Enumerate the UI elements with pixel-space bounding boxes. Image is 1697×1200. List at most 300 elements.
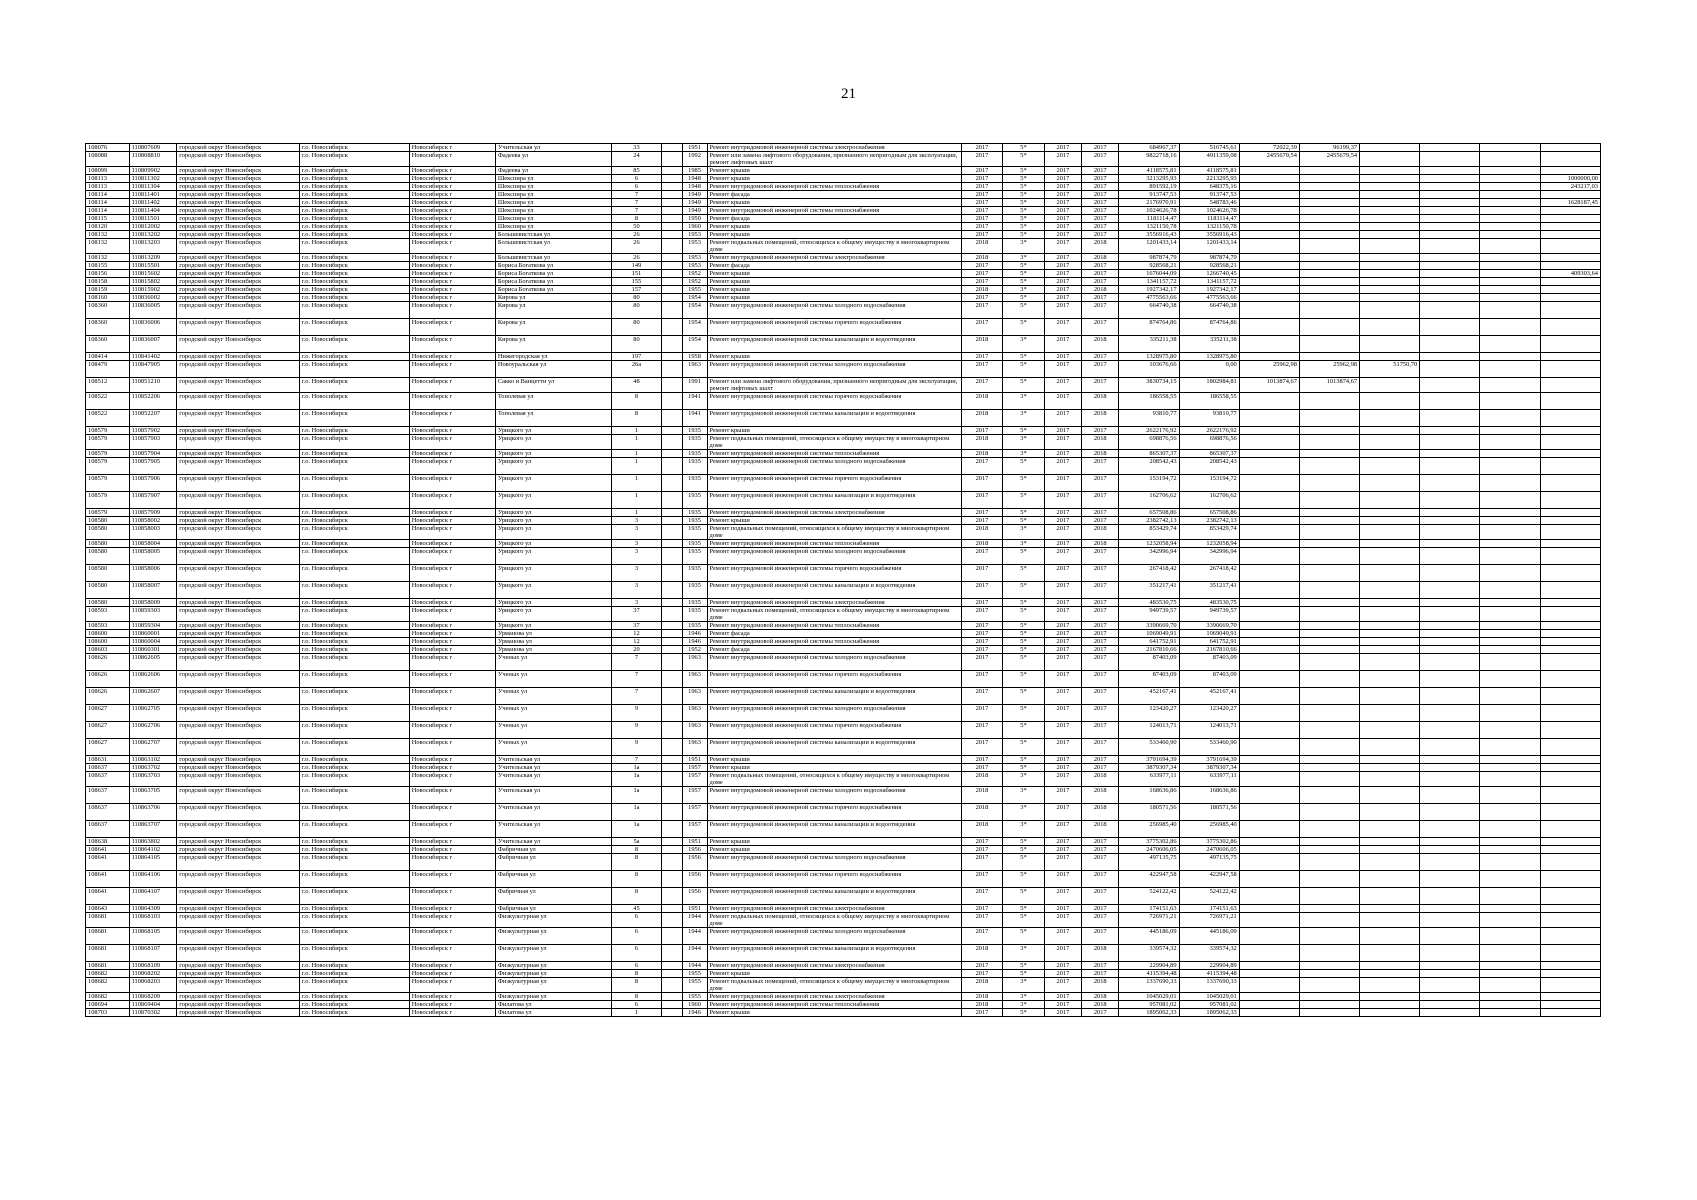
cell-start-year: 2017 bbox=[1044, 599, 1081, 607]
cell-year-built: 1957 bbox=[682, 787, 707, 804]
cell-status: 5* bbox=[1003, 270, 1045, 278]
cell-plan-year: 2017 bbox=[961, 607, 1003, 622]
cell-regional-funds bbox=[1299, 846, 1359, 854]
cell-building bbox=[661, 254, 682, 262]
cell-total-cost: 1328975,80 bbox=[1119, 353, 1179, 361]
cell-settlement: г.о. Новосибирск bbox=[299, 764, 409, 772]
cell-local-funds bbox=[1360, 319, 1420, 336]
cell-end-year: 2017 bbox=[1082, 928, 1119, 945]
cell-total-cost: 2167810,66 bbox=[1119, 646, 1179, 654]
cell-regional-funds bbox=[1299, 622, 1359, 630]
cell-start-year: 2017 bbox=[1044, 361, 1081, 378]
cell-other-1 bbox=[1420, 435, 1480, 450]
cell-fund-cost: 445186,09 bbox=[1179, 928, 1239, 945]
cell-other-1 bbox=[1420, 540, 1480, 548]
cell-owner-funds bbox=[1540, 888, 1600, 905]
cell-street: Кирова ул bbox=[495, 294, 611, 302]
cell-start-year: 2017 bbox=[1044, 772, 1081, 787]
cell-other-2 bbox=[1480, 646, 1540, 654]
cell-street: Шекспира ул bbox=[495, 207, 611, 215]
cell-building bbox=[661, 1009, 682, 1017]
cell-city: Новосибирск г bbox=[409, 970, 495, 978]
cell-end-year: 2017 bbox=[1082, 654, 1119, 671]
cell-work-id: 110862606 bbox=[129, 671, 177, 688]
cell-street: Фабричная ул bbox=[495, 846, 611, 854]
cell-other-2 bbox=[1480, 638, 1540, 646]
cell-house-id: 108627 bbox=[86, 705, 130, 722]
cell-federal-funds bbox=[1239, 905, 1299, 913]
cell-building bbox=[661, 435, 682, 450]
cell-total-cost: 351217,41 bbox=[1119, 582, 1179, 599]
cell-building bbox=[661, 361, 682, 378]
cell-local-funds bbox=[1360, 945, 1420, 962]
cell-other-2 bbox=[1480, 475, 1540, 492]
cell-status: 5* bbox=[1003, 1009, 1045, 1017]
cell-building bbox=[661, 756, 682, 764]
cell-other-2 bbox=[1480, 962, 1540, 970]
cell-other-2 bbox=[1480, 821, 1540, 838]
cell-house-number: 1 bbox=[612, 427, 662, 435]
cell-settlement: г.о. Новосибирск bbox=[299, 254, 409, 262]
cell-city: Новосибирск г bbox=[409, 756, 495, 764]
cell-other-1 bbox=[1420, 739, 1480, 756]
cell-total-cost: 1045029,01 bbox=[1119, 993, 1179, 1001]
cell-house-id: 108579 bbox=[86, 427, 130, 435]
cell-total-cost: 891592,19 bbox=[1119, 183, 1179, 191]
cell-other-1 bbox=[1420, 294, 1480, 302]
cell-street: Ученых ул bbox=[495, 688, 611, 705]
cell-building bbox=[661, 970, 682, 978]
cell-house-id: 108600 bbox=[86, 630, 130, 638]
cell-building bbox=[661, 378, 682, 393]
table-row bbox=[86, 254, 1601, 262]
cell-city: Новосибирск г bbox=[409, 223, 495, 231]
cell-regional-funds bbox=[1299, 239, 1359, 254]
cell-plan-year: 2017 bbox=[961, 353, 1003, 361]
table-row bbox=[86, 646, 1601, 654]
cell-fund-cost: 0,00 bbox=[1179, 361, 1239, 378]
page-number: 21 bbox=[841, 86, 856, 102]
cell-building bbox=[661, 525, 682, 540]
table-row bbox=[86, 450, 1601, 458]
cell-end-year: 2018 bbox=[1082, 286, 1119, 294]
cell-city: Новосибирск г bbox=[409, 302, 495, 319]
cell-house-id: 108703 bbox=[86, 1009, 130, 1017]
cell-street: Урицкого ул bbox=[495, 427, 611, 435]
cell-settlement: г.о. Новосибирск bbox=[299, 286, 409, 294]
cell-building bbox=[661, 336, 682, 353]
cell-street: Ученых ул bbox=[495, 739, 611, 756]
cell-local-funds bbox=[1360, 654, 1420, 671]
cell-plan-year: 2017 bbox=[961, 215, 1003, 223]
cell-start-year: 2017 bbox=[1044, 1001, 1081, 1009]
cell-other-1 bbox=[1420, 804, 1480, 821]
repair-table bbox=[85, 143, 1601, 1017]
cell-other-1 bbox=[1420, 787, 1480, 804]
cell-work-type: Ремонт внутридомовой инженерной системы электроснабжения bbox=[707, 144, 961, 152]
cell-work-id: 110857905 bbox=[129, 458, 177, 475]
cell-settlement: г.о. Новосибирск bbox=[299, 739, 409, 756]
cell-settlement: г.о. Новосибирск bbox=[299, 427, 409, 435]
cell-start-year: 2017 bbox=[1044, 336, 1081, 353]
cell-year-built: 1946 bbox=[682, 630, 707, 638]
cell-work-id: 110815902 bbox=[129, 286, 177, 294]
cell-plan-year: 2017 bbox=[961, 1009, 1003, 1017]
cell-municipality: городской округ Новосибирск bbox=[177, 231, 299, 239]
cell-start-year: 2017 bbox=[1044, 1009, 1081, 1017]
cell-status: 5* bbox=[1003, 458, 1045, 475]
cell-local-funds bbox=[1360, 622, 1420, 630]
cell-total-cost: 9822718,16 bbox=[1119, 152, 1179, 167]
cell-street: Урицкого ул bbox=[495, 622, 611, 630]
cell-settlement: г.о. Новосибирск bbox=[299, 152, 409, 167]
cell-house-number: 8 bbox=[612, 871, 662, 888]
cell-federal-funds bbox=[1239, 262, 1299, 270]
cell-year-built: 1949 bbox=[682, 199, 707, 207]
table-row bbox=[86, 199, 1601, 207]
cell-house-number: 149 bbox=[612, 262, 662, 270]
cell-total-cost: 335211,38 bbox=[1119, 336, 1179, 353]
cell-work-type: Ремонт крыши bbox=[707, 175, 961, 183]
cell-other-2 bbox=[1480, 278, 1540, 286]
cell-regional-funds bbox=[1299, 638, 1359, 646]
cell-owner-funds bbox=[1540, 302, 1600, 319]
cell-owner-funds bbox=[1540, 319, 1600, 336]
cell-owner-funds bbox=[1540, 804, 1600, 821]
table-row bbox=[86, 705, 1601, 722]
cell-plan-year: 2017 bbox=[961, 630, 1003, 638]
cell-year-built: 1935 bbox=[682, 548, 707, 565]
cell-street: Ученых ул bbox=[495, 654, 611, 671]
cell-year-built: 1955 bbox=[682, 970, 707, 978]
cell-work-type: Ремонт крыши bbox=[707, 764, 961, 772]
cell-status: 5* bbox=[1003, 756, 1045, 764]
cell-building bbox=[661, 838, 682, 846]
table-row bbox=[86, 871, 1601, 888]
cell-total-cost: 1927342,17 bbox=[1119, 286, 1179, 294]
cell-total-cost: 168636,86 bbox=[1119, 787, 1179, 804]
cell-fund-cost: 180571,56 bbox=[1179, 804, 1239, 821]
cell-regional-funds bbox=[1299, 838, 1359, 846]
cell-plan-year: 2017 bbox=[961, 199, 1003, 207]
cell-settlement: г.о. Новосибирск bbox=[299, 913, 409, 928]
cell-regional-funds bbox=[1299, 821, 1359, 838]
cell-house-number: 1а bbox=[612, 804, 662, 821]
cell-owner-funds bbox=[1540, 540, 1600, 548]
cell-settlement: г.о. Новосибирск bbox=[299, 199, 409, 207]
cell-building bbox=[661, 393, 682, 410]
cell-federal-funds bbox=[1239, 638, 1299, 646]
cell-house-id: 108579 bbox=[86, 458, 130, 475]
cell-street: Новоуральская ул bbox=[495, 361, 611, 378]
cell-house-id: 108360 bbox=[86, 336, 130, 353]
cell-total-cost: 865307,37 bbox=[1119, 450, 1179, 458]
cell-owner-funds bbox=[1540, 739, 1600, 756]
cell-federal-funds bbox=[1239, 336, 1299, 353]
cell-fund-cost: 2167810,66 bbox=[1179, 646, 1239, 654]
cell-city: Новосибирск г bbox=[409, 336, 495, 353]
cell-owner-funds bbox=[1540, 756, 1600, 764]
cell-start-year: 2017 bbox=[1044, 548, 1081, 565]
cell-settlement: г.о. Новосибирск bbox=[299, 970, 409, 978]
cell-other-1 bbox=[1420, 361, 1480, 378]
cell-total-cost: 229904,89 bbox=[1119, 962, 1179, 970]
cell-federal-funds bbox=[1239, 475, 1299, 492]
cell-other-1 bbox=[1420, 905, 1480, 913]
cell-city: Новосибирск г bbox=[409, 846, 495, 854]
cell-settlement: г.о. Новосибирск bbox=[299, 871, 409, 888]
cell-plan-year: 2017 bbox=[961, 854, 1003, 871]
cell-municipality: городской округ Новосибирск bbox=[177, 722, 299, 739]
cell-year-built: 1960 bbox=[682, 1001, 707, 1009]
cell-street: Бориса Богаткова ул bbox=[495, 262, 611, 270]
cell-house-id: 108579 bbox=[86, 475, 130, 492]
cell-house-number: 5а bbox=[612, 838, 662, 846]
cell-regional-funds bbox=[1299, 962, 1359, 970]
cell-regional-funds bbox=[1299, 905, 1359, 913]
cell-year-built: 1946 bbox=[682, 1009, 707, 1017]
cell-settlement: г.о. Новосибирск bbox=[299, 183, 409, 191]
cell-start-year: 2017 bbox=[1044, 888, 1081, 905]
cell-total-cost: 174151,63 bbox=[1119, 905, 1179, 913]
cell-house-number: 8 bbox=[612, 970, 662, 978]
cell-work-id: 110862706 bbox=[129, 722, 177, 739]
table-row bbox=[86, 739, 1601, 756]
cell-fund-cost: 516745,61 bbox=[1179, 144, 1239, 152]
cell-other-2 bbox=[1480, 722, 1540, 739]
cell-work-type: Ремонт крыши bbox=[707, 517, 961, 525]
cell-local-funds bbox=[1360, 804, 1420, 821]
cell-owner-funds bbox=[1540, 722, 1600, 739]
cell-total-cost: 267418,42 bbox=[1119, 565, 1179, 582]
table-row bbox=[86, 319, 1601, 336]
cell-year-built: 1935 bbox=[682, 622, 707, 630]
cell-other-2 bbox=[1480, 607, 1540, 622]
cell-federal-funds bbox=[1239, 928, 1299, 945]
cell-other-1 bbox=[1420, 517, 1480, 525]
cell-work-type: Ремонт подвальных помещений, относящихся к общему имуществу в многоквартирном доме bbox=[707, 772, 961, 787]
cell-local-funds bbox=[1360, 646, 1420, 654]
cell-other-2 bbox=[1480, 945, 1540, 962]
cell-start-year: 2017 bbox=[1044, 970, 1081, 978]
cell-work-type: Ремонт крыши bbox=[707, 1009, 961, 1017]
cell-fund-cost: 865307,37 bbox=[1179, 450, 1239, 458]
cell-other-1 bbox=[1420, 622, 1480, 630]
cell-federal-funds bbox=[1239, 410, 1299, 427]
cell-city: Новосибирск г bbox=[409, 854, 495, 871]
cell-other-1 bbox=[1420, 175, 1480, 183]
cell-federal-funds bbox=[1239, 772, 1299, 787]
cell-house-number: 45 bbox=[612, 905, 662, 913]
cell-status: 3* bbox=[1003, 239, 1045, 254]
cell-other-2 bbox=[1480, 302, 1540, 319]
cell-house-number: 1 bbox=[612, 1009, 662, 1017]
cell-other-1 bbox=[1420, 772, 1480, 787]
cell-settlement: г.о. Новосибирск bbox=[299, 378, 409, 393]
cell-total-cost: 497135,75 bbox=[1119, 854, 1179, 871]
cell-municipality: городской округ Новосибирск bbox=[177, 622, 299, 630]
cell-other-1 bbox=[1420, 152, 1480, 167]
cell-federal-funds bbox=[1239, 871, 1299, 888]
cell-local-funds bbox=[1360, 913, 1420, 928]
cell-status: 5* bbox=[1003, 353, 1045, 361]
cell-total-cost: 928568,21 bbox=[1119, 262, 1179, 270]
cell-fund-cost: 483530,75 bbox=[1179, 599, 1239, 607]
cell-local-funds bbox=[1360, 838, 1420, 846]
cell-house-id: 108114 bbox=[86, 199, 130, 207]
cell-city: Новосибирск г bbox=[409, 294, 495, 302]
cell-other-1 bbox=[1420, 183, 1480, 191]
table-row bbox=[86, 270, 1601, 278]
cell-settlement: г.о. Новосибирск bbox=[299, 410, 409, 427]
table-row bbox=[86, 756, 1601, 764]
cell-fund-cost: 533460,90 bbox=[1179, 739, 1239, 756]
cell-end-year: 2017 bbox=[1082, 458, 1119, 475]
cell-other-1 bbox=[1420, 928, 1480, 945]
cell-fund-cost: 657508,86 bbox=[1179, 509, 1239, 517]
cell-work-id: 110863802 bbox=[129, 838, 177, 846]
cell-street: Филатова ул bbox=[495, 1009, 611, 1017]
cell-start-year: 2017 bbox=[1044, 722, 1081, 739]
cell-local-funds bbox=[1360, 336, 1420, 353]
cell-work-id: 110858009 bbox=[129, 599, 177, 607]
cell-other-2 bbox=[1480, 231, 1540, 239]
cell-end-year: 2017 bbox=[1082, 599, 1119, 607]
cell-local-funds bbox=[1360, 262, 1420, 270]
cell-work-type: Ремонт внутридомовой инженерной системы канализации и водоотведения bbox=[707, 821, 961, 838]
cell-owner-funds bbox=[1540, 152, 1600, 167]
cell-work-id: 110809902 bbox=[129, 167, 177, 175]
cell-fund-cost: 335211,38 bbox=[1179, 336, 1239, 353]
cell-end-year: 2017 bbox=[1082, 962, 1119, 970]
cell-federal-funds bbox=[1239, 582, 1299, 599]
cell-owner-funds bbox=[1540, 167, 1600, 175]
cell-status: 3* bbox=[1003, 525, 1045, 540]
cell-owner-funds bbox=[1540, 630, 1600, 638]
cell-plan-year: 2017 bbox=[961, 599, 1003, 607]
cell-local-funds bbox=[1360, 278, 1420, 286]
cell-other-2 bbox=[1480, 427, 1540, 435]
cell-local-funds bbox=[1360, 846, 1420, 854]
cell-house-id: 108641 bbox=[86, 854, 130, 871]
cell-other-2 bbox=[1480, 361, 1540, 378]
cell-start-year: 2017 bbox=[1044, 525, 1081, 540]
cell-start-year: 2017 bbox=[1044, 846, 1081, 854]
cell-local-funds bbox=[1360, 1009, 1420, 1017]
cell-year-built: 1949 bbox=[682, 207, 707, 215]
cell-municipality: городской округ Новосибирск bbox=[177, 970, 299, 978]
cell-fund-cost: 1802984,81 bbox=[1179, 378, 1239, 393]
cell-house-id: 108580 bbox=[86, 565, 130, 582]
cell-start-year: 2017 bbox=[1044, 191, 1081, 199]
cell-owner-funds bbox=[1540, 970, 1600, 978]
cell-city: Новосибирск г bbox=[409, 207, 495, 215]
cell-end-year: 2017 bbox=[1082, 638, 1119, 646]
cell-plan-year: 2018 bbox=[961, 525, 1003, 540]
table-row bbox=[86, 509, 1601, 517]
cell-city: Новосибирск г bbox=[409, 319, 495, 336]
cell-city: Новосибирск г bbox=[409, 772, 495, 787]
cell-year-built: 1935 bbox=[682, 450, 707, 458]
cell-federal-funds bbox=[1239, 223, 1299, 231]
cell-city: Новосибирск г bbox=[409, 871, 495, 888]
cell-plan-year: 2017 bbox=[961, 319, 1003, 336]
cell-local-funds bbox=[1360, 772, 1420, 787]
cell-start-year: 2017 bbox=[1044, 231, 1081, 239]
cell-house-id: 108682 bbox=[86, 978, 130, 993]
table-row bbox=[86, 278, 1601, 286]
cell-local-funds bbox=[1360, 854, 1420, 871]
cell-other-2 bbox=[1480, 492, 1540, 509]
cell-year-built: 1950 bbox=[682, 215, 707, 223]
cell-work-id: 110852206 bbox=[129, 393, 177, 410]
cell-settlement: г.о. Новосибирск bbox=[299, 838, 409, 846]
cell-work-type: Ремонт внутридомовой инженерной системы теплоснабжения bbox=[707, 622, 961, 630]
cell-total-cost: 162706,62 bbox=[1119, 492, 1179, 509]
cell-building bbox=[661, 278, 682, 286]
cell-house-number: 155 bbox=[612, 278, 662, 286]
cell-federal-funds bbox=[1239, 804, 1299, 821]
cell-federal-funds bbox=[1239, 509, 1299, 517]
cell-year-built: 1935 bbox=[682, 509, 707, 517]
table-row bbox=[86, 144, 1601, 152]
cell-city: Новосибирск г bbox=[409, 962, 495, 970]
cell-federal-funds bbox=[1239, 993, 1299, 1001]
cell-other-1 bbox=[1420, 671, 1480, 688]
table-row bbox=[86, 540, 1601, 548]
cell-start-year: 2017 bbox=[1044, 517, 1081, 525]
cell-work-type: Ремонт внутридомовой инженерной системы холодного водоснабжения bbox=[707, 928, 961, 945]
cell-work-type: Ремонт крыши bbox=[707, 838, 961, 846]
cell-street: Урицкого ул bbox=[495, 582, 611, 599]
cell-owner-funds bbox=[1540, 599, 1600, 607]
cell-end-year: 2017 bbox=[1082, 361, 1119, 378]
cell-municipality: городской округ Новосибирск bbox=[177, 393, 299, 410]
cell-house-id: 108360 bbox=[86, 302, 130, 319]
cell-municipality: городской округ Новосибирск bbox=[177, 378, 299, 393]
cell-work-id: 110858006 bbox=[129, 565, 177, 582]
cell-other-2 bbox=[1480, 705, 1540, 722]
cell-fund-cost: 2622176,92 bbox=[1179, 427, 1239, 435]
cell-house-number: 6 bbox=[612, 175, 662, 183]
cell-house-id: 108580 bbox=[86, 525, 130, 540]
cell-owner-funds bbox=[1540, 286, 1600, 294]
cell-city: Новосибирск г bbox=[409, 517, 495, 525]
cell-regional-funds bbox=[1299, 804, 1359, 821]
cell-street: Шекспира ул bbox=[495, 175, 611, 183]
cell-other-1 bbox=[1420, 565, 1480, 582]
cell-work-type: Ремонт внутридомовой инженерной системы горячего водоснабжения bbox=[707, 319, 961, 336]
cell-other-1 bbox=[1420, 492, 1480, 509]
cell-work-type: Ремонт внутридомовой инженерной системы теплоснабжения bbox=[707, 207, 961, 215]
cell-year-built: 1955 bbox=[682, 286, 707, 294]
cell-federal-funds bbox=[1239, 756, 1299, 764]
cell-house-number: 1 bbox=[612, 492, 662, 509]
cell-start-year: 2017 bbox=[1044, 764, 1081, 772]
cell-plan-year: 2017 bbox=[961, 509, 1003, 517]
cell-end-year: 2017 bbox=[1082, 183, 1119, 191]
cell-house-id: 108681 bbox=[86, 928, 130, 945]
table-row bbox=[86, 962, 1601, 970]
cell-year-built: 1963 bbox=[682, 654, 707, 671]
cell-city: Новосибирск г bbox=[409, 239, 495, 254]
cell-work-type: Ремонт внутридомовой инженерной системы теплоснабжения bbox=[707, 638, 961, 646]
cell-work-type: Ремонт внутридомовой инженерной системы канализации и водоотведения bbox=[707, 410, 961, 427]
cell-city: Новосибирск г bbox=[409, 646, 495, 654]
cell-house-id: 108638 bbox=[86, 838, 130, 846]
cell-end-year: 2017 bbox=[1082, 167, 1119, 175]
cell-owner-funds bbox=[1540, 913, 1600, 928]
